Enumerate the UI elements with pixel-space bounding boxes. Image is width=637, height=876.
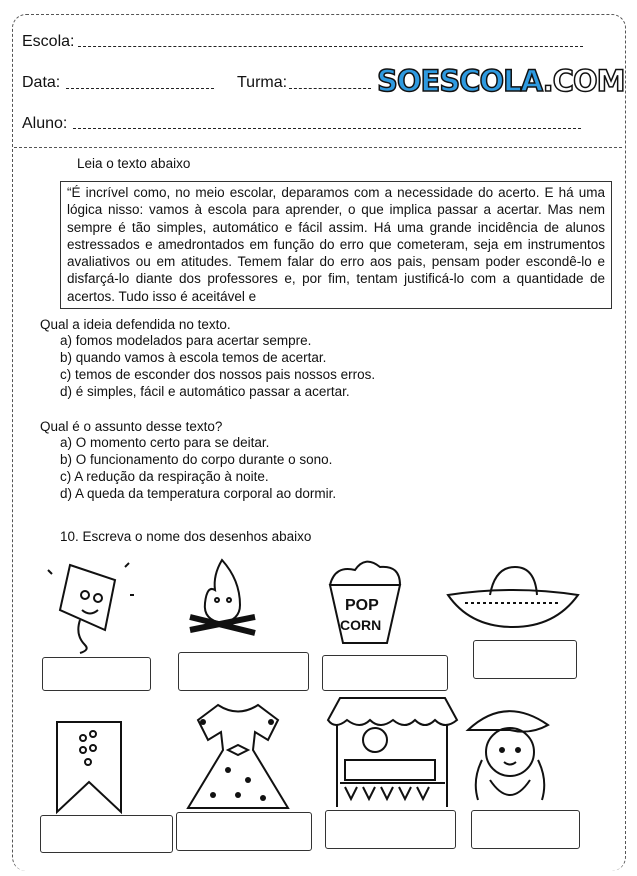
logo: SOESCOLA.COM	[377, 64, 625, 98]
date-field[interactable]	[66, 88, 214, 89]
kite-drawing	[40, 555, 140, 655]
question-2-prompt: Qual é o assunto desse texto?	[40, 419, 223, 434]
bonfire-drawing	[185, 555, 260, 645]
dress-drawing	[183, 700, 293, 812]
answer-box-3[interactable]	[322, 655, 448, 691]
student-label: Aluno:	[22, 115, 68, 132]
question-2-option-d[interactable]: d) A queda da temperatura corporal ao dormir.	[60, 486, 337, 501]
date-label: Data:	[22, 74, 61, 91]
question-1-option-d[interactable]: d) é simples, fácil e automático passar a acertar.	[60, 384, 350, 399]
question-2-option-b[interactable]: b) O funcionamento do corpo durante o sono.	[60, 452, 333, 467]
svg-text:CORN: CORN	[340, 617, 382, 633]
student-field[interactable]	[73, 128, 581, 129]
school-field[interactable]	[78, 46, 583, 47]
answer-box-1[interactable]	[42, 657, 151, 691]
answer-box-2[interactable]	[178, 652, 309, 691]
question-1-option-c[interactable]: c) temos de esconder dos nossos pais nossos erros.	[60, 367, 376, 382]
school-label: Escola:	[22, 33, 75, 50]
class-label: Turma:	[237, 74, 288, 91]
popcorn-drawing	[315, 555, 410, 650]
answer-box-5[interactable]	[40, 815, 173, 853]
girl-drawing	[460, 700, 555, 812]
svg-text:POP: POP	[345, 597, 379, 614]
instruction: Leia o texto abaixo	[77, 156, 191, 171]
question-1-option-a[interactable]: a) fomos modelados para acertar sempre.	[60, 333, 312, 348]
question-2-option-a[interactable]: a) O momento certo para se deitar.	[60, 435, 270, 450]
exercise-10-title: 10. Escreva o nome dos desenhos abaixo	[60, 529, 312, 544]
answer-box-4[interactable]	[473, 640, 577, 679]
question-1-prompt: Qual a ideia defendida no texto.	[40, 317, 231, 332]
question-1-option-b[interactable]: b) quando vamos à escola temos de acertar.	[60, 350, 327, 365]
straw-hat-drawing	[445, 565, 580, 630]
divider	[14, 147, 622, 148]
class-field[interactable]	[289, 88, 371, 89]
question-2-option-c[interactable]: c) A redução da respiração à noite.	[60, 469, 269, 484]
answer-box-8[interactable]	[471, 810, 580, 849]
answer-box-6[interactable]	[176, 812, 312, 851]
answer-box-7[interactable]	[325, 810, 456, 849]
food-stall-drawing	[325, 695, 460, 810]
passage-text: “É incrível como, no meio escolar, deparamos com a necessidade do acerto. E há uma lógica nisso: vamos à escola para aprender, o que implica passar a acertar. Mas nem sempre é tão simples, automático e fácil assim. Há uma grande incidência de alunos estressados e amedrontados em função do erro que cometeram, seja em instrumentos avaliativos ou em atitudes. Temem falar do erro aos pais, pensam poder escondê-lo e disfarçá-lo diante dos professores e, por fim, tentam justificá-lo com a quantidade de acertos. Tudo isso é aceitável e	[60, 181, 612, 309]
flag-drawing	[55, 720, 125, 815]
